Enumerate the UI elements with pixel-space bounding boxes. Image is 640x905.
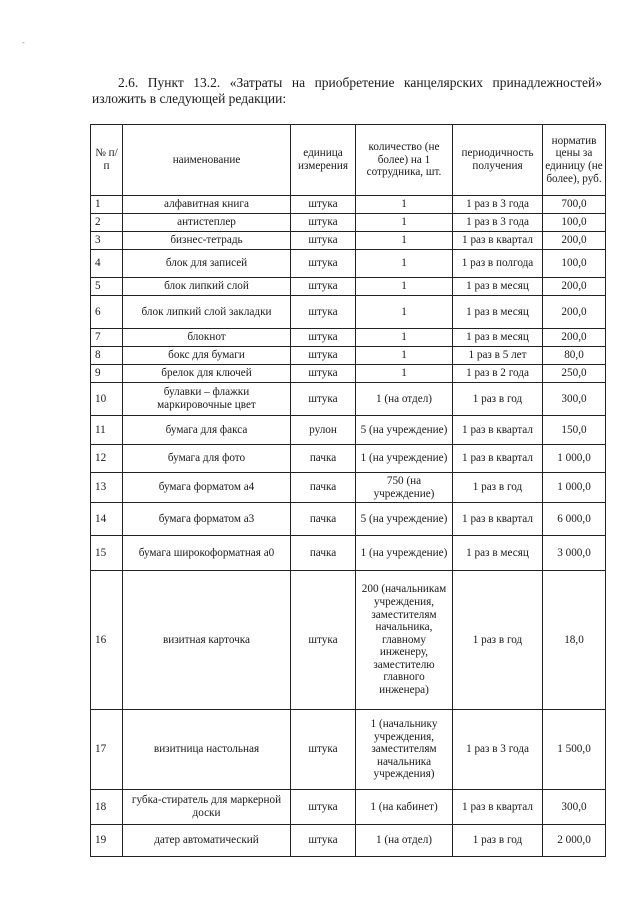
cell-frequency: 1 раз в 3 года xyxy=(453,196,543,214)
table-row xyxy=(91,571,606,710)
cell-number: 14 xyxy=(91,503,123,536)
cell-quantity: 1 xyxy=(356,347,453,365)
cell-unit: штука xyxy=(291,790,356,825)
cell-quantity: 750 (на учреждение) xyxy=(356,473,453,503)
table-row xyxy=(91,296,606,329)
cell-unit: штука xyxy=(291,365,356,383)
cell-frequency: 1 раз в полгода xyxy=(453,250,543,278)
cell-quantity: 1 xyxy=(356,329,453,347)
cell-price: 200,0 xyxy=(543,329,606,347)
cell-unit: пачка xyxy=(291,536,356,571)
cell-number: 10 xyxy=(91,383,123,416)
cell-frequency: 1 раз в квартал xyxy=(453,232,543,250)
cell-quantity: 1 xyxy=(356,365,453,383)
table-row xyxy=(91,383,606,416)
cell-frequency: 1 раз в год xyxy=(453,473,543,503)
cell-frequency: 1 раз в квартал xyxy=(453,503,543,536)
cell-unit: штука xyxy=(291,571,356,710)
cell-price: 80,0 xyxy=(543,347,606,365)
heading-line-1: 2.6. Пункт 13.2. «Затраты на приобретение канцелярских принадлежностей» xyxy=(118,75,602,90)
cell-number: 18 xyxy=(91,790,123,825)
table-row xyxy=(91,825,606,857)
cell-quantity: 1 (на кабинет) xyxy=(356,790,453,825)
cell-frequency: 1 раз в год xyxy=(453,825,543,857)
cell-price: 200,0 xyxy=(543,296,606,329)
cell-frequency: 1 раз в 5 лет xyxy=(453,347,543,365)
cell-quantity: 1 (на отдел) xyxy=(356,383,453,416)
cell-number: 3 xyxy=(91,232,123,250)
cell-unit: рулон xyxy=(291,416,356,445)
header-frequency: периодичность получения xyxy=(453,125,543,196)
cell-frequency: 1 раз в квартал xyxy=(453,790,543,825)
cell-unit: штука xyxy=(291,250,356,278)
cell-frequency: 1 раз в 3 года xyxy=(453,710,543,790)
cell-frequency: 1 раз в месяц xyxy=(453,296,543,329)
cell-name: брелок для ключей xyxy=(123,365,291,383)
table-row xyxy=(91,196,606,214)
cell-price: 1 000,0 xyxy=(543,473,606,503)
cell-unit: пачка xyxy=(291,473,356,503)
cell-number: 5 xyxy=(91,278,123,296)
table-row xyxy=(91,416,606,445)
cell-frequency: 1 раз в квартал xyxy=(453,416,543,445)
cell-name: бумага форматом а3 xyxy=(123,503,291,536)
cell-frequency: 1 раз в 2 года xyxy=(453,365,543,383)
cell-name: датер автоматический xyxy=(123,825,291,857)
table-row xyxy=(91,347,606,365)
cell-name: блок липкий слой закладки xyxy=(123,296,291,329)
cell-frequency: 1 раз в месяц xyxy=(453,536,543,571)
cell-unit: штука xyxy=(291,383,356,416)
cell-name: бокс для бумаги xyxy=(123,347,291,365)
table-header-row xyxy=(91,125,606,196)
table-row xyxy=(91,503,606,536)
table-row xyxy=(91,232,606,250)
table-row xyxy=(91,365,606,383)
section-heading xyxy=(92,75,602,107)
cell-price: 100,0 xyxy=(543,250,606,278)
table-row xyxy=(91,329,606,347)
cell-number: 9 xyxy=(91,365,123,383)
cell-number: 2 xyxy=(91,214,123,232)
margin-mark: - xyxy=(22,38,25,47)
cell-quantity: 1 xyxy=(356,278,453,296)
cell-price: 200,0 xyxy=(543,278,606,296)
cell-unit: штука xyxy=(291,296,356,329)
cell-price: 100,0 xyxy=(543,214,606,232)
cell-price: 2 000,0 xyxy=(543,825,606,857)
cell-quantity: 1 xyxy=(356,232,453,250)
header-quantity: количество (не более) на 1 сотрудника, шт. xyxy=(356,125,453,196)
cell-unit: штука xyxy=(291,196,356,214)
cell-unit: штука xyxy=(291,710,356,790)
cell-number: 15 xyxy=(91,536,123,571)
cell-unit: пачка xyxy=(291,503,356,536)
cell-name: губка-стиратель для маркерной доски xyxy=(123,790,291,825)
cell-frequency: 1 раз в месяц xyxy=(453,329,543,347)
cell-number: 11 xyxy=(91,416,123,445)
cell-name: бумага для фото xyxy=(123,445,291,473)
cell-unit: штука xyxy=(291,232,356,250)
cell-price: 300,0 xyxy=(543,383,606,416)
heading-line-2: изложить в следующей редакции: xyxy=(92,91,287,106)
cell-number: 1 xyxy=(91,196,123,214)
cell-price: 1 500,0 xyxy=(543,710,606,790)
cell-name: булавки – флажки маркировочные цвет xyxy=(123,383,291,416)
cell-unit: штука xyxy=(291,278,356,296)
table-row xyxy=(91,214,606,232)
cell-number: 13 xyxy=(91,473,123,503)
header-price: норматив цены за единицу (не более), руб. xyxy=(543,125,606,196)
cell-number: 12 xyxy=(91,445,123,473)
cell-number: 7 xyxy=(91,329,123,347)
cell-quantity: 5 (на учреждение) xyxy=(356,416,453,445)
cell-quantity: 1 xyxy=(356,214,453,232)
cell-name: бизнес-тетрадь xyxy=(123,232,291,250)
cell-quantity: 200 (начальникам учреждения, заместителям начальника, главному инженеру, заместителю главного инженера) xyxy=(356,571,453,710)
cell-quantity: 1 xyxy=(356,250,453,278)
cell-price: 200,0 xyxy=(543,232,606,250)
table-row xyxy=(91,536,606,571)
table-row xyxy=(91,250,606,278)
cell-name: визитная карточка xyxy=(123,571,291,710)
table-row xyxy=(91,278,606,296)
cell-number: 16 xyxy=(91,571,123,710)
cell-unit: штука xyxy=(291,329,356,347)
header-number: № п/п xyxy=(91,125,123,196)
table-row xyxy=(91,473,606,503)
cell-number: 17 xyxy=(91,710,123,790)
cell-name: визитница настольная xyxy=(123,710,291,790)
cell-price: 1 000,0 xyxy=(543,445,606,473)
cell-unit: штука xyxy=(291,347,356,365)
cell-frequency: 1 раз в квартал xyxy=(453,445,543,473)
cell-number: 4 xyxy=(91,250,123,278)
cell-price: 6 000,0 xyxy=(543,503,606,536)
table-row xyxy=(91,445,606,473)
cell-name: бумага широкоформатная а0 xyxy=(123,536,291,571)
cell-price: 700,0 xyxy=(543,196,606,214)
cell-quantity: 5 (на учреждение) xyxy=(356,503,453,536)
header-name: наименование xyxy=(123,125,291,196)
cell-quantity: 1 xyxy=(356,196,453,214)
cell-name: бумага форматом а4 xyxy=(123,473,291,503)
cell-price: 3 000,0 xyxy=(543,536,606,571)
header-unit: единица измерения xyxy=(291,125,356,196)
table-row xyxy=(91,710,606,790)
cell-quantity: 1 xyxy=(356,296,453,329)
cell-frequency: 1 раз в 3 года xyxy=(453,214,543,232)
cell-frequency: 1 раз в год xyxy=(453,383,543,416)
cell-quantity: 1 (на отдел) xyxy=(356,825,453,857)
cell-unit: штука xyxy=(291,214,356,232)
cell-unit: пачка xyxy=(291,445,356,473)
cell-unit: штука xyxy=(291,825,356,857)
cell-frequency: 1 раз в год xyxy=(453,571,543,710)
cell-price: 18,0 xyxy=(543,571,606,710)
cell-number: 19 xyxy=(91,825,123,857)
cell-quantity: 1 (на учреждение) xyxy=(356,445,453,473)
cell-price: 150,0 xyxy=(543,416,606,445)
cell-name: блок липкий слой xyxy=(123,278,291,296)
cell-name: антистеплер xyxy=(123,214,291,232)
cell-name: блокнот xyxy=(123,329,291,347)
table-row xyxy=(91,790,606,825)
cell-quantity: 1 (начальнику учреждения, заместителям начальника учреждения) xyxy=(356,710,453,790)
cell-name: блок для записей xyxy=(123,250,291,278)
cell-number: 8 xyxy=(91,347,123,365)
cell-price: 300,0 xyxy=(543,790,606,825)
cell-name: алфавитная книга xyxy=(123,196,291,214)
cell-name: бумага для факса xyxy=(123,416,291,445)
supplies-table xyxy=(90,124,606,857)
cell-frequency: 1 раз в месяц xyxy=(453,278,543,296)
cell-number: 6 xyxy=(91,296,123,329)
cell-quantity: 1 (на учреждение) xyxy=(356,536,453,571)
cell-price: 250,0 xyxy=(543,365,606,383)
